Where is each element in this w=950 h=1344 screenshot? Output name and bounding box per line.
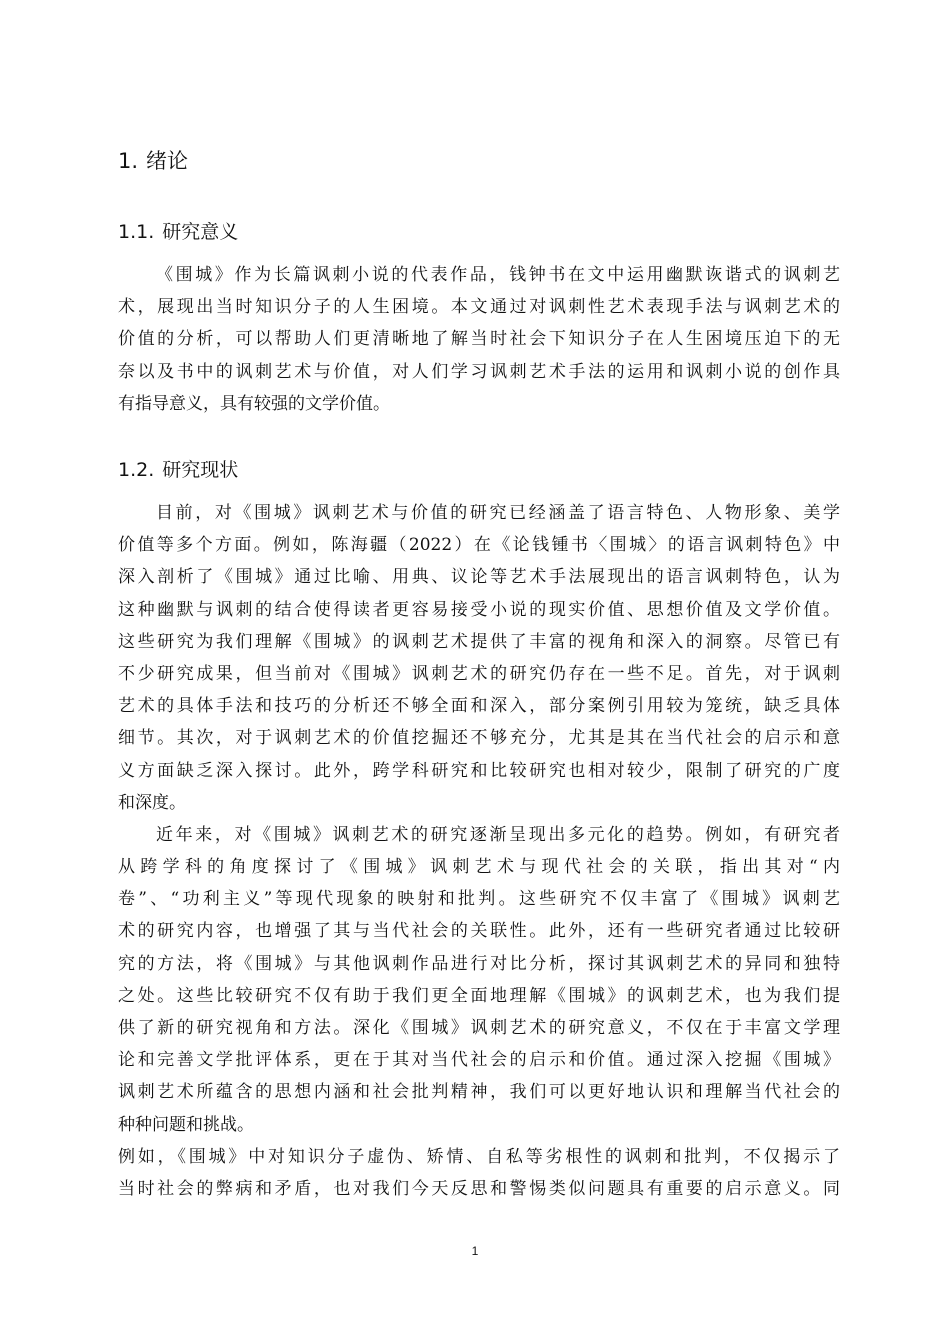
section-title: 研究现状 — [162, 459, 239, 481]
text-line: 义方面缺乏深入探讨。此外，跨学科研究和比较研究也相对较少，限制了研究的广度 — [118, 760, 840, 781]
text-line: 不少研究成果，但当前对《围城》讽刺艺术的研究仍存在一些不足。首先，对于讽刺 — [118, 663, 840, 684]
text-line: 目前，对《围城》讽刺艺术与价值的研究已经涵盖了语言特色、人物形象、美学 — [156, 503, 840, 523]
text-line: 之处。这些比较研究不仅有助于我们更全面地理解《围城》的讽刺艺术，也为我们提 — [118, 985, 840, 1006]
paragraph — [118, 1141, 840, 1205]
text-line: 价值等多个方面。例如，陈海疆（2022）在《论钱锺书〈围城〉的语言讽刺特色》中 — [118, 535, 840, 556]
text-line: 当时社会的弊病和矛盾，也对我们今天反思和警惕类似问题具有重要的启示意义。同 — [118, 1178, 840, 1199]
text-line: 术，展现出当时知识分子的人生困境。本文通过对讽刺性艺术表现手法与讽刺艺术的 — [118, 297, 840, 318]
section-body-research-status — [118, 497, 840, 1205]
section-number: 1.1. — [118, 221, 155, 243]
text-line: 价值的分析，可以帮助人们更清晰地了解当时社会下知识分子在人生困境压迫下的无 — [118, 329, 840, 350]
paragraph — [118, 819, 840, 1141]
paragraph — [118, 259, 840, 420]
paragraph — [118, 497, 840, 819]
chapter-title: 绪论 — [146, 149, 189, 173]
text-line: 术的研究内容，也增强了其与当代社会的关联性。此外，还有一些研究者通过比较研 — [118, 921, 840, 942]
text-line: 细节。其次，对于讽刺艺术的价值挖掘还不够充分，尤其是其在当代社会的启示和意 — [118, 728, 840, 749]
text-line: 卷”、“功利主义”等现代现象的映射和批判。这些研究不仅丰富了《围城》讽刺艺 — [118, 889, 840, 910]
text-line: 有指导意义，具有较强的文学价值。 — [118, 393, 390, 414]
text-line: 种种问题和挑战。 — [118, 1114, 254, 1135]
text-line: 例如，《围城》中对知识分子虚伪、矫情、自私等劣根性的讽刺和批判，不仅揭示了 — [118, 1146, 840, 1167]
text-line: 究的方法，将《围城》与其他讽刺作品进行对比分析，探讨其讽刺艺术的异同和独特 — [118, 953, 840, 974]
text-line: 论和完善文学批评体系，更在于其对当代社会的启示和价值。通过深入挖掘《围城》 — [118, 1050, 840, 1071]
text-line: 《围城》作为长篇讽刺小说的代表作品，钱钟书在文中运用幽默诙谐式的讽刺艺 — [156, 265, 840, 285]
text-line: 从跨学科的角度探讨了《围城》讽刺艺术与现代社会的关联，指出其对“内 — [118, 857, 840, 878]
text-line: 讽刺艺术所蕴含的思想内涵和社会批判精神，我们可以更好地认识和理解当代社会的 — [118, 1082, 840, 1103]
text-line: 深入剖析了《围城》通过比喻、用典、议论等艺术手法展现出的语言讽刺特色，认为 — [118, 567, 840, 588]
text-line: 奈以及书中的讽刺艺术与价值，对人们学习讽刺艺术手法的运用和讽刺小说的创作具 — [118, 361, 840, 382]
section-title: 研究意义 — [162, 221, 239, 243]
chapter-number: 1. — [118, 149, 139, 173]
section-number: 1.2. — [118, 459, 155, 481]
text-line: 和深度。 — [118, 792, 186, 813]
section-heading-research-significance — [118, 218, 238, 246]
chapter-heading — [118, 146, 188, 176]
text-line: 这种幽默与讽刺的结合使得读者更容易接受小说的现实价值、思想价值及文学价值。 — [118, 599, 840, 620]
section-body-research-significance — [118, 259, 840, 420]
text-line: 艺术的具体手法和技巧的分析还不够全面和深入，部分案例引用较为笼统，缺乏具体 — [118, 696, 840, 717]
page-number: 1 — [471, 1244, 479, 1258]
text-line: 近年来，对《围城》讽刺艺术的研究逐渐呈现出多元化的趋势。例如，有研究者 — [156, 824, 840, 845]
section-heading-research-status — [118, 456, 238, 484]
text-line: 这些研究为我们理解《围城》的讽刺艺术提供了丰富的视角和深入的洞察。尽管已有 — [118, 631, 840, 652]
text-line: 供了新的研究视角和方法。深化《围城》讽刺艺术的研究意义，不仅在于丰富文学理 — [118, 1018, 840, 1038]
